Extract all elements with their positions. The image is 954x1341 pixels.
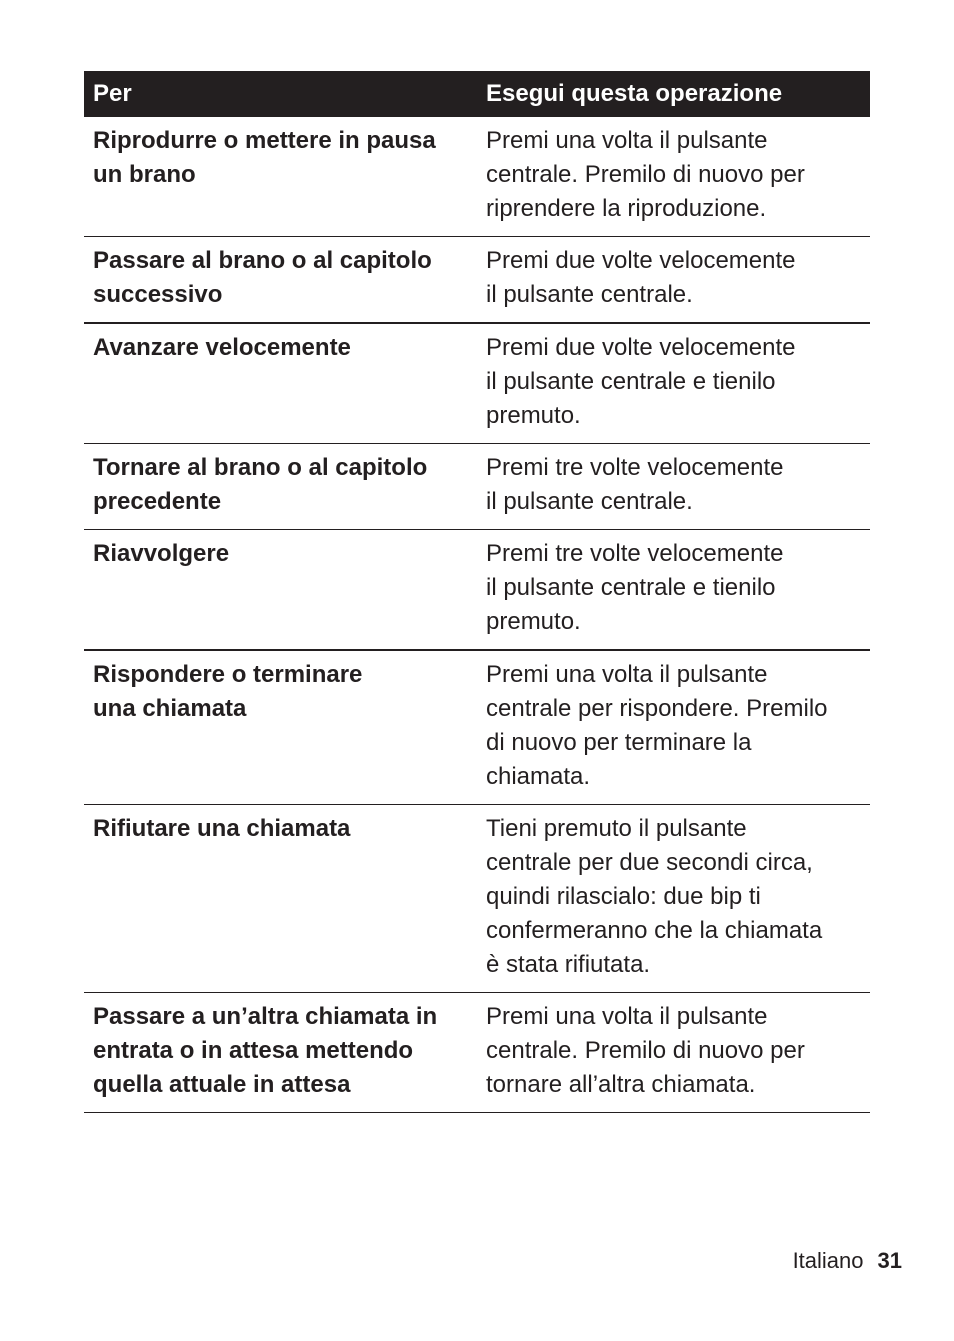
operation-cell xyxy=(477,812,870,982)
action-cell xyxy=(84,812,477,982)
table-header xyxy=(84,71,870,117)
operation-text: confermeranno che la chiamata xyxy=(486,917,823,944)
operation-text: chiamata. xyxy=(486,763,591,790)
action-text: Avanzare velocemente xyxy=(93,334,351,361)
operation-text: il pulsante centrale e tienilo xyxy=(486,574,776,601)
header-esegui: Esegui questa operazione xyxy=(486,80,783,107)
table-row xyxy=(84,530,870,651)
operation-text: il pulsante centrale. xyxy=(486,281,693,308)
action-cell xyxy=(84,1000,477,1102)
operation-text: premuto. xyxy=(486,402,581,429)
operation-text: Premi tre volte velocemente xyxy=(486,540,784,567)
operation-cell xyxy=(477,451,870,519)
operation-cell xyxy=(477,244,870,312)
operation-cell xyxy=(477,124,870,226)
action-text: Rispondere o terminare xyxy=(93,661,363,688)
action-text: Rifiutare una chiamata xyxy=(93,815,351,842)
instructions-table xyxy=(84,71,870,1113)
table-row xyxy=(84,237,870,324)
operation-text: Premi tre volte velocemente xyxy=(486,454,784,481)
operation-text: centrale per due secondi circa, xyxy=(486,849,813,876)
action-text: Riavvolgere xyxy=(93,540,230,567)
operation-text: Tieni premuto il pulsante xyxy=(486,815,747,842)
action-text: Passare al brano o al capitolo xyxy=(93,247,432,274)
action-cell xyxy=(84,537,477,639)
action-text: entrata o in attesa mettendo xyxy=(93,1037,414,1064)
operation-text: Premi due volte velocemente xyxy=(486,247,796,274)
action-text: quella attuale in attesa xyxy=(93,1071,351,1098)
action-cell xyxy=(84,244,477,312)
operation-cell xyxy=(477,1000,870,1102)
operation-text: Premi una volta il pulsante xyxy=(486,661,768,688)
operation-text: tornare all’altra chiamata. xyxy=(486,1071,756,1098)
header-per: Per xyxy=(93,80,132,107)
operation-text: Premi una volta il pulsante xyxy=(486,1003,768,1030)
operation-text: Premi una volta il pulsante xyxy=(486,127,768,154)
operation-cell xyxy=(477,537,870,639)
table-row xyxy=(84,805,870,993)
action-text: Tornare al brano o al capitolo xyxy=(93,454,428,481)
action-text: precedente xyxy=(93,488,222,515)
action-text: Riprodurre o mettere in pausa xyxy=(93,127,436,154)
operation-cell xyxy=(477,658,870,794)
table-row xyxy=(84,651,870,805)
footer-language: Italiano xyxy=(792,1248,864,1273)
operation-text: premuto. xyxy=(486,608,581,635)
operation-text: il pulsante centrale e tienilo xyxy=(486,368,776,395)
operation-text: centrale per rispondere. Premilo xyxy=(486,695,828,722)
table-row xyxy=(84,993,870,1113)
operation-cell xyxy=(477,331,870,433)
table-row xyxy=(84,324,870,444)
action-cell xyxy=(84,124,477,226)
page-number: 31 xyxy=(877,1248,902,1273)
operation-text: centrale. Premilo di nuovo per xyxy=(486,1037,805,1064)
action-cell xyxy=(84,331,477,433)
table-row xyxy=(84,444,870,530)
operation-text: di nuovo per terminare la xyxy=(486,729,752,756)
action-text: Passare a un’altra chiamata in xyxy=(93,1003,438,1030)
action-text: un brano xyxy=(93,161,196,188)
operation-text: è stata rifiutata. xyxy=(486,951,651,978)
action-text: successivo xyxy=(93,281,223,308)
operation-text: quindi rilascialo: due bip ti xyxy=(486,883,761,910)
operation-text: riprendere la riproduzione. xyxy=(486,195,767,222)
table-row xyxy=(84,117,870,237)
page-footer xyxy=(793,1246,902,1276)
operation-text: Premi due volte velocemente xyxy=(486,334,796,361)
operation-text: il pulsante centrale. xyxy=(486,488,693,515)
action-cell xyxy=(84,658,477,794)
action-text: una chiamata xyxy=(93,695,247,722)
operation-text: centrale. Premilo di nuovo per xyxy=(486,161,805,188)
action-cell xyxy=(84,451,477,519)
